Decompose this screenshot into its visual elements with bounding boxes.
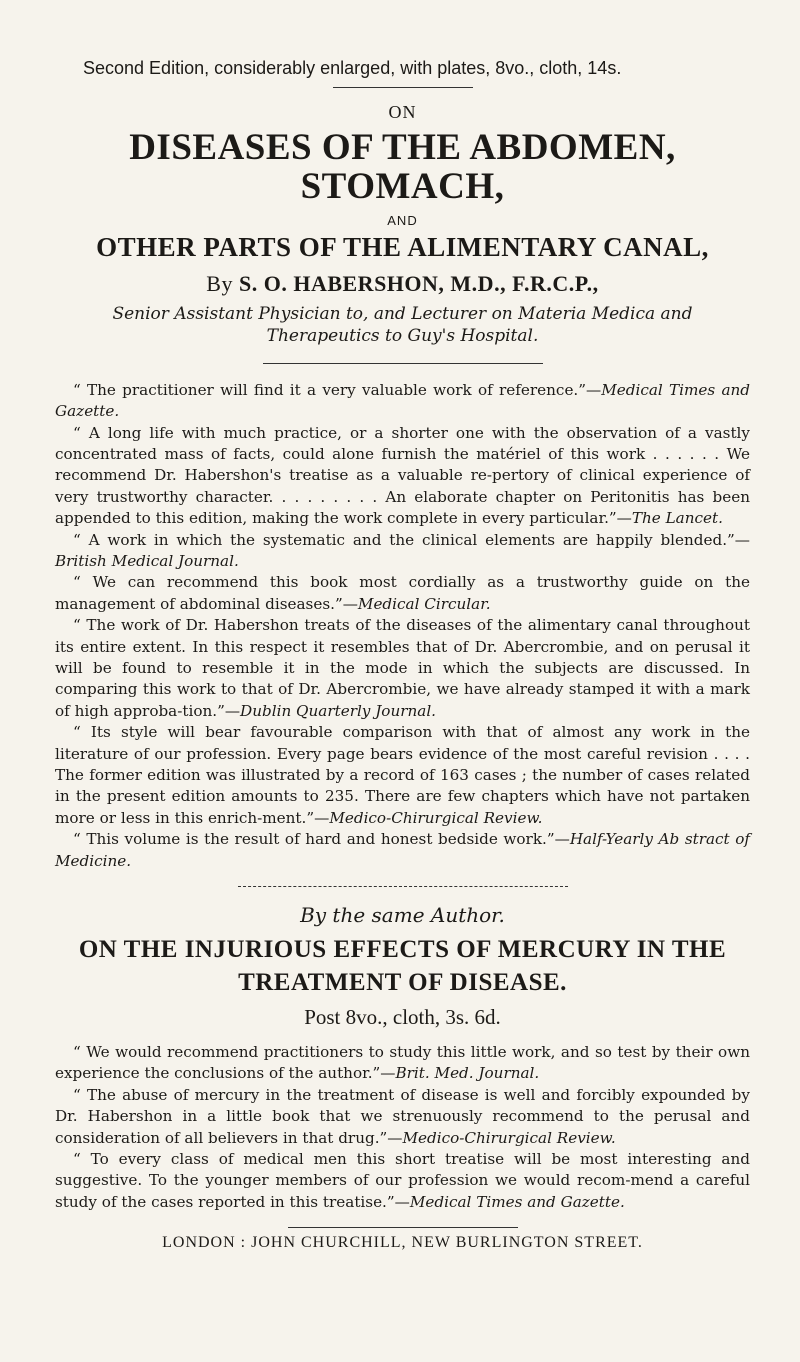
publisher-imprint: LONDON : JOHN CHURCHILL, NEW BURLINGTON STREET. xyxy=(162,1234,643,1252)
review-item: “ To every class of medical men this short treatise will be most interesting and suggestive. To the younger members of our profession we would recom-mend a careful study of the cases reported in this treatise.”—Medical Times and Gazette. xyxy=(55,1150,750,1211)
byline xyxy=(55,271,750,297)
review-item: “ The abuse of mercury in the treatment of disease is well and forcibly expounded by Dr. Habershon in a little book that we strenuously recommend to the perusal and consideration of all believers in that drug.”—Medico-Chirurgical Review. xyxy=(55,1085,750,1147)
title-and: AND xyxy=(387,212,418,228)
review-source: Dublin Quarterly Journal. xyxy=(240,701,437,720)
reviews-list-2 xyxy=(55,1042,750,1213)
review-item: “ A work in which the systematic and the clinical elements are happily blended.”—British Medical Journal. xyxy=(55,530,750,570)
divider xyxy=(333,87,473,88)
author-name: S. O. HABERSHON, M.D., F.R.C.P., xyxy=(238,270,599,296)
divider xyxy=(238,886,568,887)
review-source: Medical Circular. xyxy=(357,594,491,613)
review-source: British Medical Journal. xyxy=(55,551,239,570)
author-position: Senior Assistant Physician to, and Lecturer on Materia Medica and Therapeutics to Guy's Hospital. xyxy=(112,303,693,346)
review-item: “ We would recommend practitioners to study this little work, and so test by their own experience the conclusions of the author.”—Brit. Med. Journal. xyxy=(55,1043,750,1083)
review-source: Half-Yearly Ab stract of Medicine. xyxy=(55,830,751,870)
second-book-price: Post 8vo., cloth, 3s. 6d. xyxy=(304,1005,501,1030)
review-source: Medical Times and Gazette. xyxy=(55,380,751,421)
book-title: DISEASES OF THE ABDOMEN, STOMACH, xyxy=(129,127,676,207)
reviews-list xyxy=(55,380,750,872)
review-item: “ A long life with much practice, or a shorter one with the observation of a vastly concentrated mass of facts, could alone furnish the matériel of this work . . . . . . We recommend Dr. Habershon's treatise as a valuable re-pertory of clinical experience of very trustworthy character. . . . . . . . . An elaborate chapter on Peritonitis has been appended to this edition, making the work complete in every particular.”—The Lancet. xyxy=(55,423,750,528)
review-item: “ This volume is the result of hard and honest bedside work.”—Half-Yearly Ab stract of Medicine. xyxy=(55,830,751,870)
review-source: Medico-Chirurgical Review. xyxy=(402,1128,616,1147)
edition-line: Second Edition, considerably enlarged, with plates, 8vo., cloth, 14s. xyxy=(83,58,622,78)
second-book-title: ON THE INJURIOUS EFFECTS OF MERCURY IN THE TREATMENT OF DISEASE. xyxy=(78,936,727,997)
same-author-heading: By the same Author. xyxy=(300,903,505,928)
review-item: “ The work of Dr. Habershon treats of the diseases of the alimentary canal throughout its entire extent. In this respect it resembles that of Dr. Abercrombie, and on perusal it will be found to resemble it in the mode in which the subjects are discussed. In comparing this work to that of Dr. Abercrombie, we have already stamped it with a mark of high approba-tion.”—Dublin Quarterly Journal. xyxy=(55,616,750,720)
divider xyxy=(288,1227,518,1228)
review-item: “ The practitioner will find it a very valuable work of reference.”—Medical Times and Gazette. xyxy=(55,380,751,421)
advertisement-page xyxy=(55,58,750,1252)
review-item: “ We can recommend this book most cordially as a trustworthy guide on the management of abdominal diseases.”—Medical Circular. xyxy=(55,573,750,613)
review-source: Brit. Med. Journal. xyxy=(395,1064,540,1083)
review-source: Medical Times and Gazette. xyxy=(409,1192,625,1211)
review-source: Medico-Chirurgical Review. xyxy=(329,808,543,827)
divider xyxy=(263,363,543,364)
review-source: The Lancet. xyxy=(631,509,723,528)
byline-prefix: By xyxy=(206,270,233,296)
book-subtitle: OTHER PARTS OF THE ALIMENTARY CANAL, xyxy=(96,231,709,262)
review-item: “ Its style will bear favourable comparison with that of almost any work in the literature of our profession. Every page bears evidence of the most careful revision . . . . The former edition was illustrated by a record of 163 cases ; the number of cases related in the present edition amounts to 235. There are few chapters which have not partaken more or less in this enrich-ment.”—Medico-Chirurgical Review. xyxy=(55,723,750,827)
title-on: ON xyxy=(388,102,417,122)
